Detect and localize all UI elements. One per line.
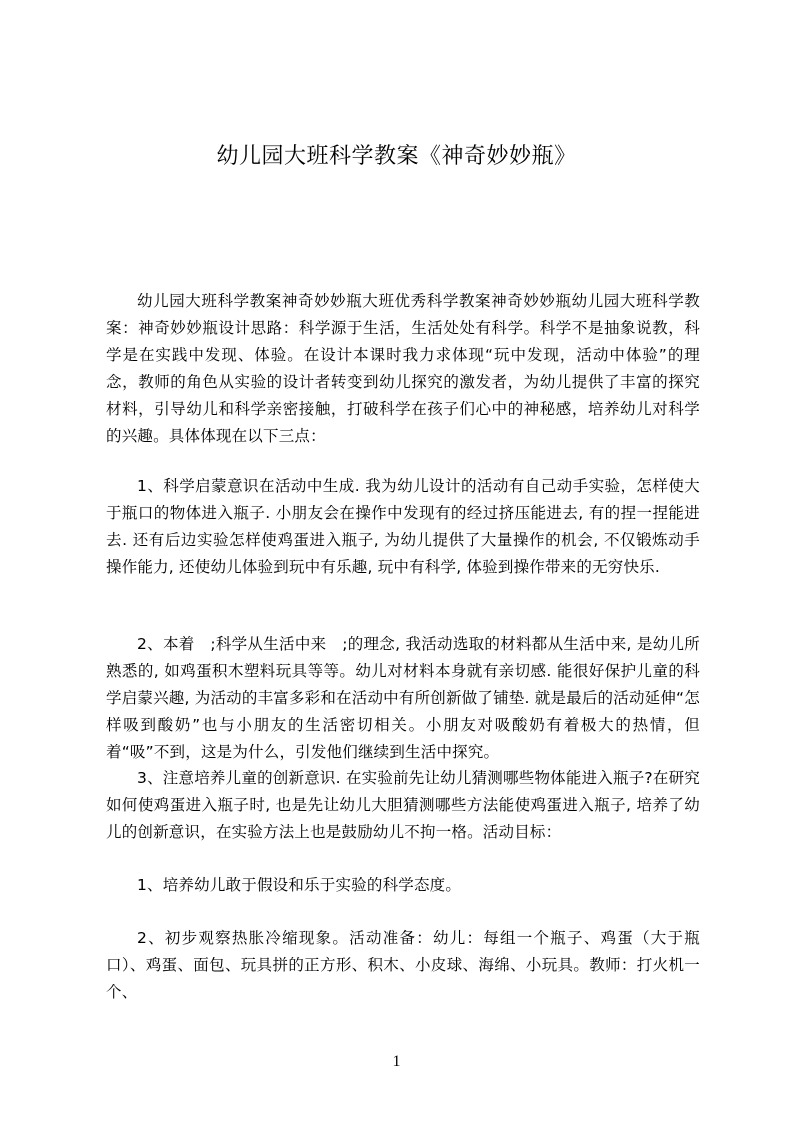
paragraph-goal-2: 2、初步观察热胀冷缩现象。活动准备：幼儿：每组一个瓶子、鸡蛋（大于瓶口）、鸡蛋、面包、玩具拼的正方形、积木、小皮球、海绵、小玩具。教师：打火机一个、 xyxy=(106,929,700,1001)
paragraph-point-2: 2、本着 ;科学从生活中来 ;的理念, 我活动选取的材料都从生活中来, 是幼儿所熟悉的, 如鸡蛋积木塑料玩具等等。幼儿对材料本身就有亲切感. 能很好保护儿童的科学启蒙兴趣, 为活动的丰富多彩和在活动中有所创新做了铺垫. 就是最后的活动延伸“怎样吸到酸奶”也与小朋友的生活密切相关。小朋友对吸酸奶有着极大的热情，但着“吸”不到，这是为什么，引发他们继续到生活中探究。 xyxy=(106,635,700,761)
paragraph-design-ideas: 幼儿园大班科学教案神奇妙妙瓶大班优秀科学教案神奇妙妙瓶幼儿园大班科学教案：神奇妙妙瓶设计思路：科学源于生活，生活处处有科学。科学不是抽象说教，科学是在实践中发现、体验。在设计本课时我力求体现“玩中发现，活动中体验”的理念，教师的角色从实验的设计者转变到幼儿探究的激发者，为幼儿提供了丰富的探究材料，引导幼儿和科学亲密接触，打破科学在孩子们心中的神秘感，培养幼儿对科学的兴趣。具体体现在以下三点： xyxy=(106,292,700,445)
paragraph-point-1: 1、科学启蒙意识在活动中生成. 我为幼儿设计的活动有自己动手实验，怎样使大于瓶口的物体进入瓶子. 小朋友会在操作中发现有的经过挤压能进去, 有的捏一捏能进去. 还有后边实验怎样使鸡蛋进入瓶子, 为幼儿提供了大量操作的机会, 不仅锻炼动手操作能力, 还使幼儿体验到玩中有乐趣, 玩中有科学, 体验到操作带来的无穷快乐. xyxy=(106,477,700,576)
page-number: 1 xyxy=(392,1053,401,1070)
paragraph-goal-1: 1、培养幼儿敢于假设和乐于实验的科学态度。 xyxy=(137,876,462,894)
paragraph-point-3: 3、注意培养儿童的创新意识. 在实验前先让幼儿猜测哪些物体能进入瓶子?在研究如何使鸡蛋进入瓶子时, 也是先让幼儿大胆猜测哪些方法能使鸡蛋进入瓶子, 培养了幼儿的创新意识，在实验方法上也是鼓励幼儿不拘一格。活动目标： xyxy=(106,769,700,841)
page-title: 幼儿园大班科学教案《神奇妙妙瓶》 xyxy=(216,144,577,169)
